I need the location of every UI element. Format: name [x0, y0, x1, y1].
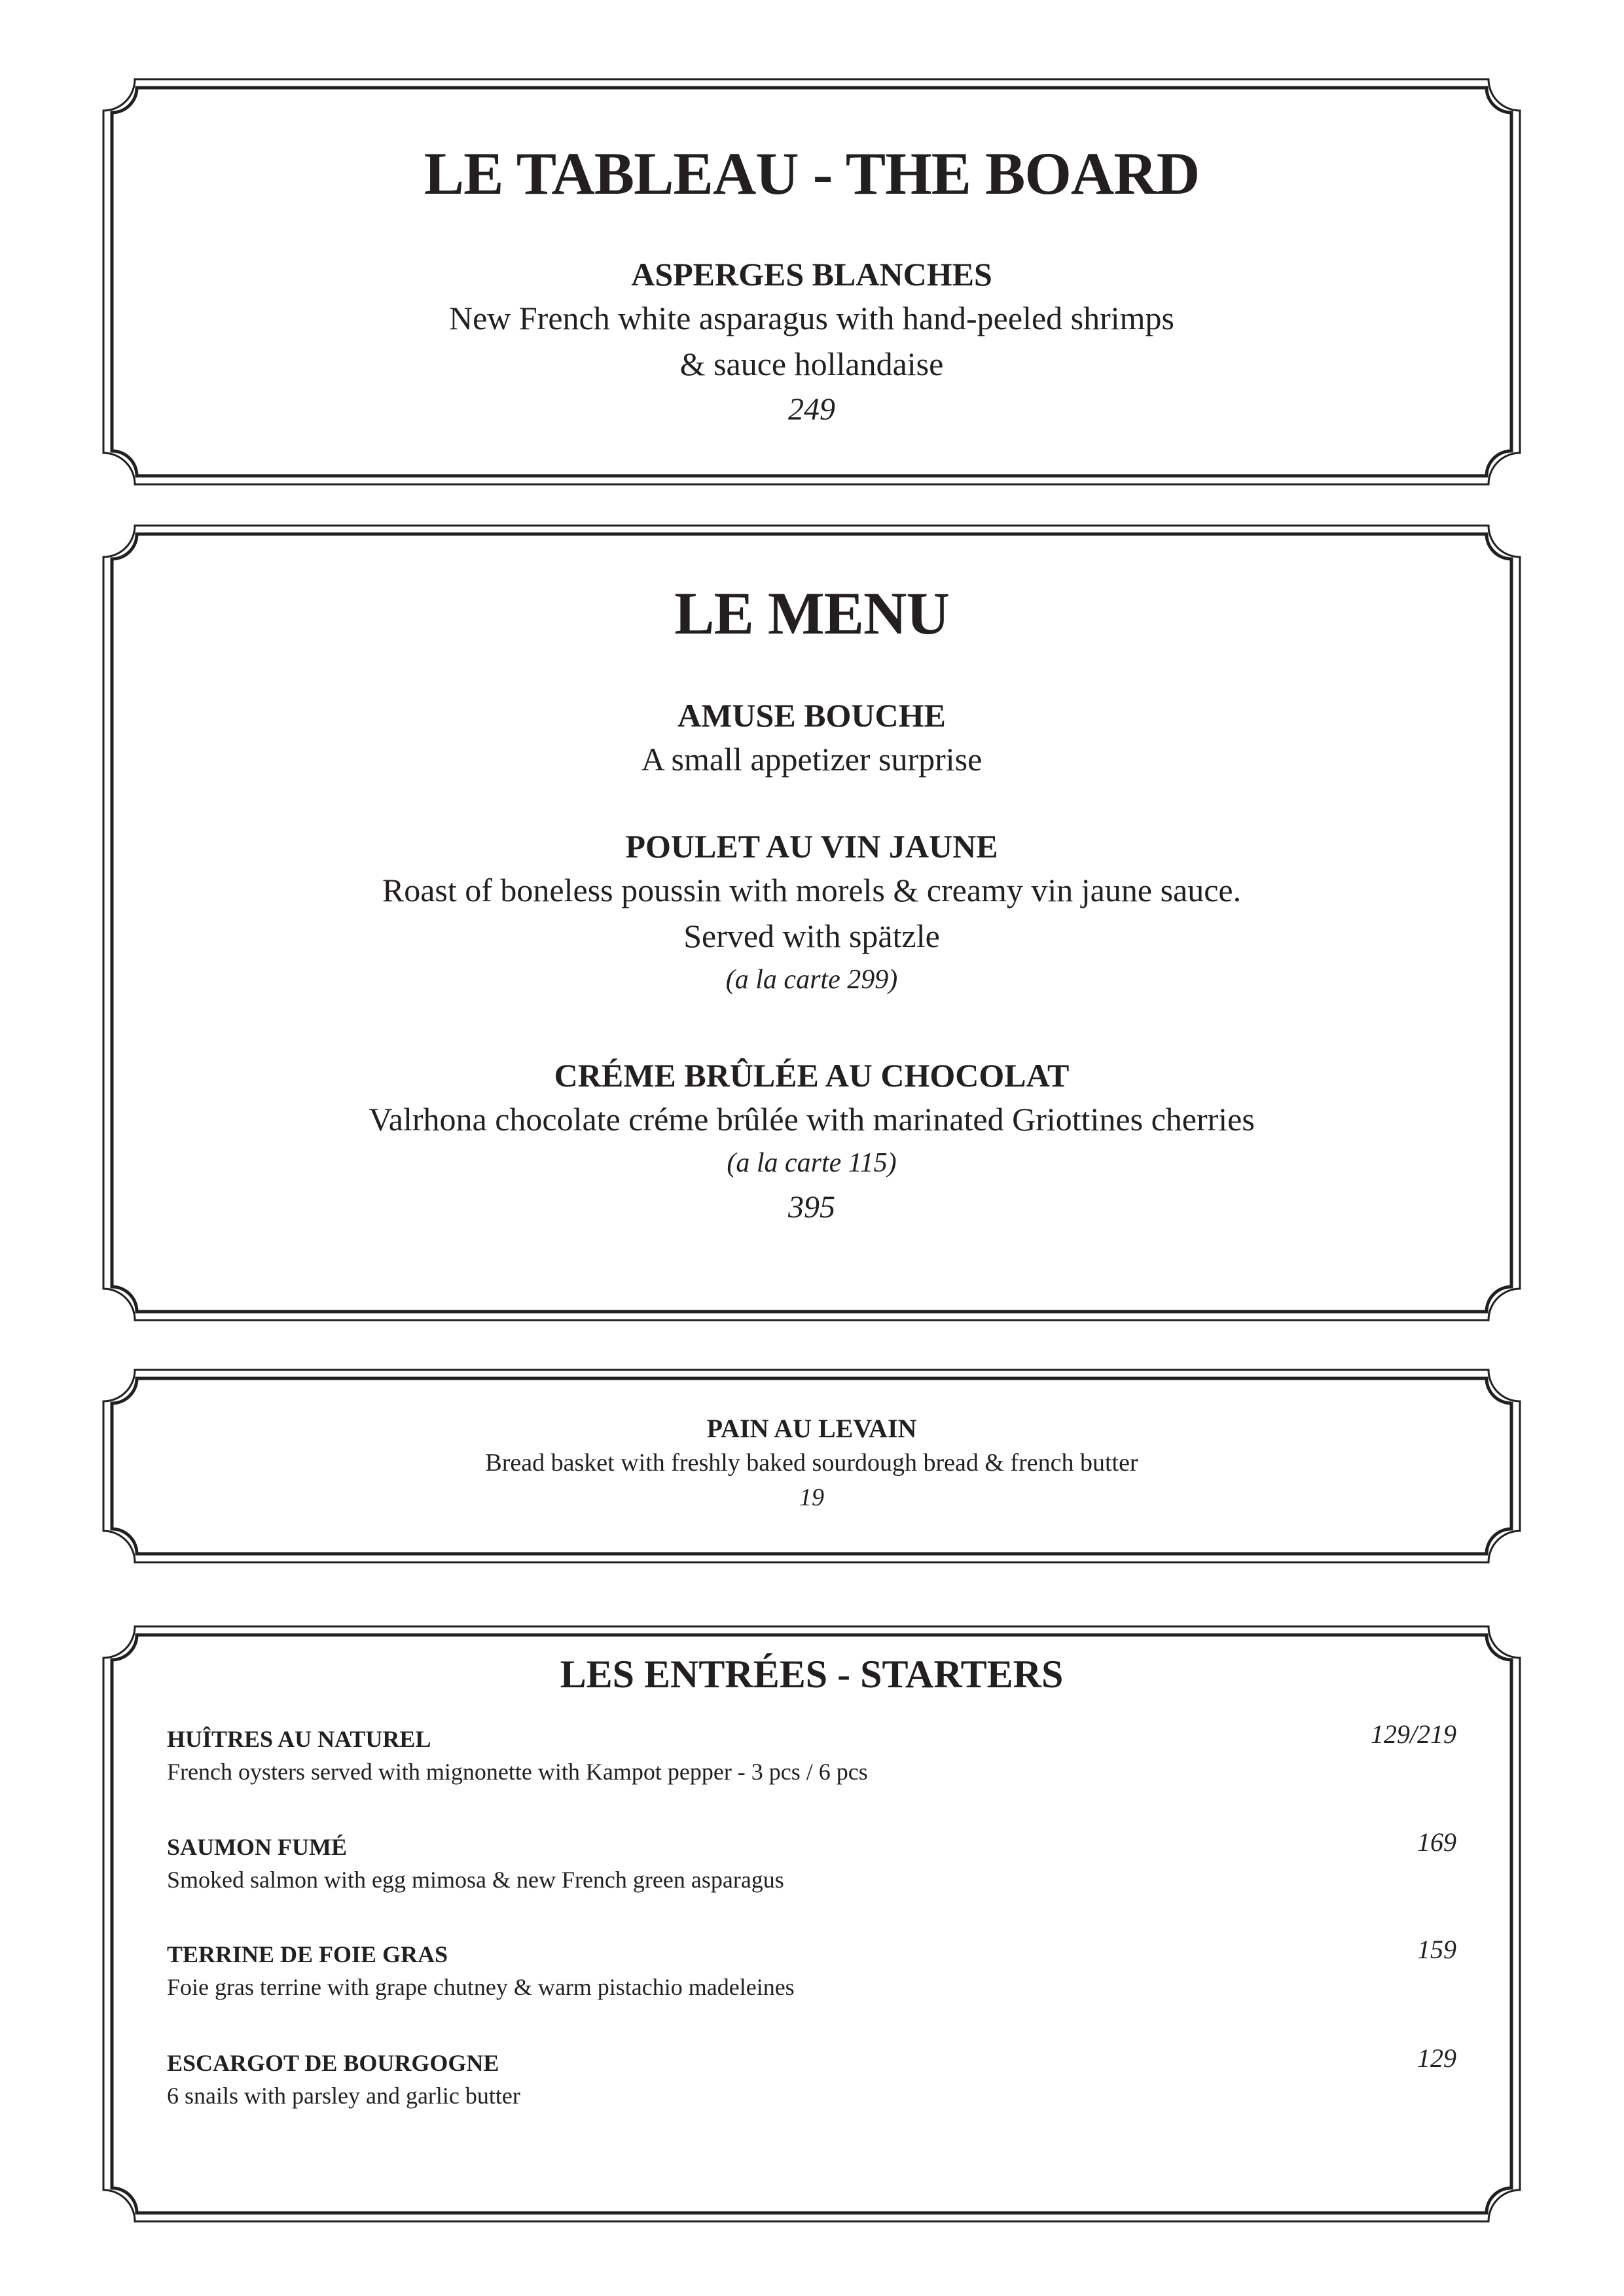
course-note: (a la carte 299) [725, 964, 898, 995]
starter-name: HUÎTRES AU NATUREL [167, 1726, 431, 1752]
starter-price: 129 [1417, 2043, 1456, 2073]
starter-price: 129/219 [1370, 1719, 1456, 1749]
starter-desc: 6 snails with parsley and garlic butter [167, 2083, 520, 2109]
starters-panel [101, 1624, 1522, 2223]
starter-name: TERRINE DE FOIE GRAS [167, 1941, 448, 1967]
menu-panel [101, 524, 1522, 1322]
bread-price: 19 [799, 1484, 824, 1512]
board-dish-name: ASPERGES BLANCHES [631, 256, 992, 293]
board-dish-desc-line1: New French white asparagus with hand-peeled shrimps [448, 299, 1175, 336]
course-desc: Valrhona chocolate créme brûlée with marinated Griottines cherries [369, 1100, 1255, 1138]
menu-course-1 [101, 695, 1522, 782]
starter-name: SAUMON FUMÉ [167, 1834, 347, 1860]
board-dish-desc-line2: & sauce hollandaise [679, 345, 944, 382]
course-name: AMUSE BOUCHE [677, 697, 946, 734]
starter-desc: Foie gras terrine with grape chutney & warm pistachio madeleines [167, 1974, 795, 2001]
starter-name: ESCARGOT DE BOURGOGNE [167, 2050, 499, 2076]
bread-panel [101, 1368, 1522, 1564]
starter-item [167, 1935, 1456, 2004]
bread-item [101, 1412, 1522, 1515]
menu-title: LE MENU [674, 580, 949, 647]
bread-name: PAIN AU LEVAIN [706, 1414, 917, 1443]
board-dish [101, 254, 1522, 432]
course-desc: A small appetizer surprise [641, 740, 983, 778]
board-title: LE TABLEAU - THE BOARD [424, 140, 1200, 207]
starter-item [167, 1827, 1456, 1897]
starter-price: 169 [1417, 1827, 1456, 1857]
starter-item [167, 2043, 1456, 2113]
board-dish-price: 249 [788, 391, 835, 427]
course-desc-line1: Roast of boneless poussin with morels & creamy vin jaune sauce. [382, 871, 1242, 908]
starter-desc: French oysters served with mignonette with Kampot pepper - 3 pcs / 6 pcs [167, 1759, 868, 1785]
menu-price: 395 [788, 1189, 835, 1225]
menu-course-2 [101, 826, 1522, 1001]
course-desc-line2: Served with spätzle [683, 917, 940, 954]
starters-title: LES ENTRÉES - STARTERS [560, 1653, 1064, 1696]
starter-price: 159 [1417, 1935, 1456, 1964]
bread-desc: Bread basket with freshly baked sourdough bread & french butter [485, 1449, 1138, 1477]
course-name: POULET AU VIN JAUNE [625, 828, 998, 865]
starter-desc: Smoked salmon with egg mimosa & new French green asparagus [167, 1867, 784, 1893]
course-note: (a la carte 115) [727, 1147, 897, 1178]
course-name: CRÉME BRÛLÉE AU CHOCOLAT [554, 1057, 1070, 1094]
board-panel [101, 77, 1522, 486]
starter-item [167, 1719, 1456, 1789]
menu-course-3 [101, 1055, 1522, 1230]
